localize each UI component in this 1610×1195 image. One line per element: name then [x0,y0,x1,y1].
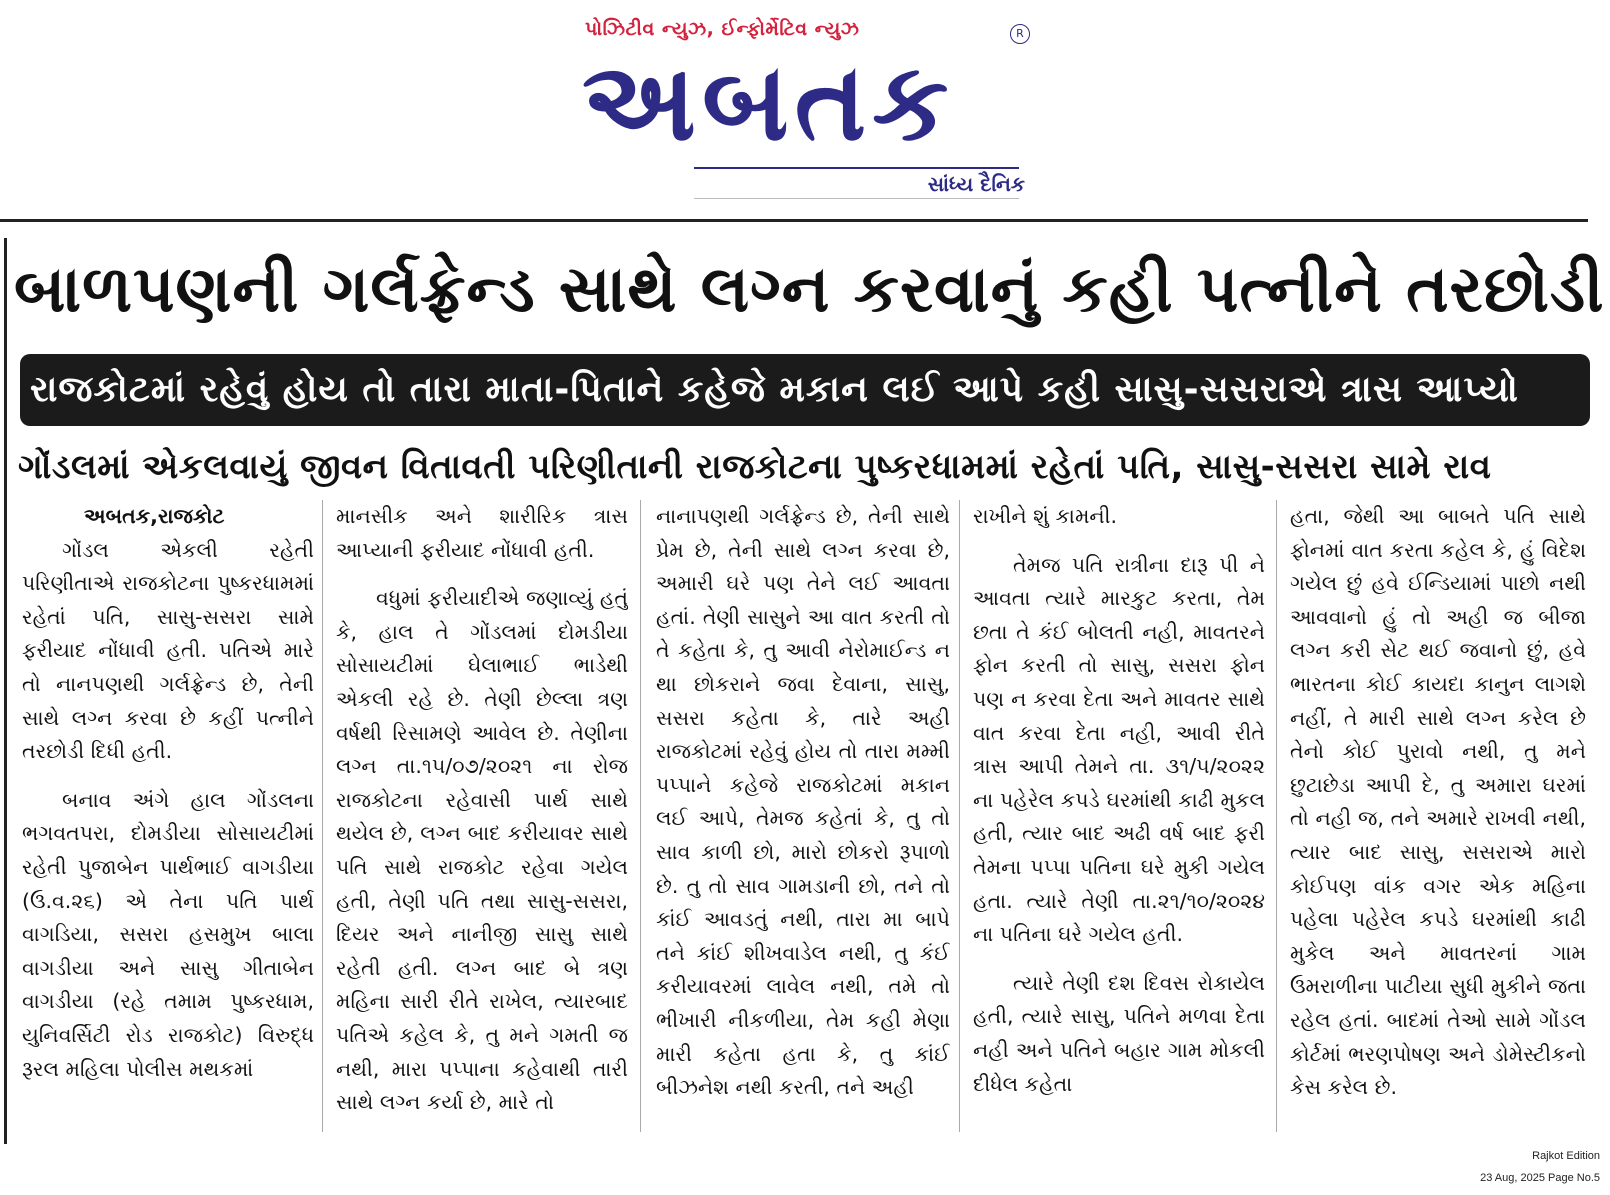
paragraph: ત્યારે તેણી દશ દિવસ રોકાયેલ હતી, ત્યારે સાસુ, પતિને મળવા દેતા નહી અને પતિને બહાર ગામ મોકલી દીધેલ કહેતા [973,970,1265,1096]
paragraph: માનસીક અને શારીરિક ત્રાસ આપ્યાની ફરીયાદ નોંધાવી હતી. [336,504,628,562]
article-column-2 [336,500,628,1140]
article-kicker: ગોંડલમાં એકલવાયું જીવન વિતાવતી પરિણીતાની રાજકોટના પુષ્કરધામમાં રહેતાં પતિ, સાસુ-સસરા સામે રાવ [18,447,1492,487]
header-divider [0,219,1588,222]
paragraph: હતા, જેથી આ બાબતે પતિ સાથે ફોનમાં વાત કરતા કહેલ કે, હું વિદેશ ગયેલ છું હવે ઈન્ડિયામાં પાછો નથી આવવાનો હું તો અહી જ બીજા લગ્ન કરી સેટ થઈ જવાનો છું, હવે ભારતના કોઈ કાયદા કાનુન લાગશે નહીં, તે મારી સાથે લગ્ન કરેલ છે તેનો કોઈ પુરાવો નથી, તુ મને છુટાછેડા આપી દે, તુ અમારા ઘરમાં તો નહી જ, તને અમારે રાખવી નથી, ત્યાર બાદ સાસુ, સસરાએ મારો કોઈપણ વાંક વગર એક મહિના પહેલા પહેરેલ કપડે ઘરમાંથી કાઢી મુકેલ અને માવતરનાં ગામ ઉમરાળીના પાટીયા સુધી મુકીને જતા રહેલ હતાં. બાદમાં તેઓ સામે ગોંડલ કોર્ટમાં ભરણપોષણ અને ડોમેસ્ટીકનો કેસ કરેલ છે. [1290,504,1586,1100]
masthead-subtitle: સાંધ્ય દૈનિક [927,172,1025,196]
article-column-3 [656,500,950,1140]
column-divider [959,500,960,1132]
paragraph: વધુમાં ફરીયાદીએ જણાવ્યું હતું કે, હાલ તે ગોંડલમાં દોમડીયા સોસાયટીમાં ઘેલાભાઈ ભાડેથી એકલી રહે છે. તેણી છેલ્લા ત્રણ વર્ષથી રિસામણે આવેલ છે. તેણીના લગ્ન તા.૧૫/૦૭/૨૦૨૧ ના રોજ રાજકોટના રહેવાસી પાર્થ સાથે થયેલ છે, લગ્ન બાદ કરીયાવર સાથે પતિ સાથે રાજકોટ રહેવા ગયેલ હતી, તેણી પતિ તથા સાસુ-સસરા, દિયર અને નાનીજી સાસુ સાથે રહેતી હતી. લગ્ન બાદ બે ત્રણ મહિના સારી રીતે રાખેલ, ત્યારબાદ પતિએ કહેલ કે, તુ મને ગમતી જ નથી, મારા પપ્પાના કહેવાથી તારી સાથે લગ્ન કર્યા છે, મારે તો [336,586,628,1115]
registered-mark-icon: R [1010,24,1030,44]
article-column-1 [22,500,314,1140]
paragraph: નાનાપણથી ગર્લફ્રેન્ડ છે, તેની સાથે પ્રેમ છે, તેની સાથે લગ્ન કરવા છે, અમારી ઘરે પણ તેને લઈ આવતા હતાં. તેણી સાસુને આ વાત કરતી તો તે કહેતા કે, તુ આવી નેરોમાઈન્ડ ન થા છોકરાને જવા દેવાના, સાસુ, સસરા કહેતા કે, તારે અહી રાજકોટમાં રહેવું હોય તો તારા મમ્મી પપ્પાને કહેજે રાજકોટમાં મકાન લઈ આપે, તેમજ કહેતાં કે, તુ તો સાવ કાળી છો, મારો છોકરો રૂપાળો છે. તુ તો સાવ ગામડાની છો, તને તો કાંઈ આવડતું નથી, તારા મા બાપે તને કાંઈ શીખવાડેલ નથી, તુ કંઈ કરીયાવરમાં લાવેલ નથી, તમે તો ભીખારી નીકળીયા, તેમ કહી મેણા મારી કહેતા હતા કે, તુ કાંઈ બીઝનેશ નથી કરતી, તને અહી [656,504,950,1100]
paragraph: રાખીને શું કામની. [973,504,1118,528]
edition-label: Rajkot Edition [1532,1150,1600,1162]
paragraph: તેમજ પતિ રાત્રીના દારૂ પી ને આવતા ત્યારે મારકુટ કરતા, તેમ છતા તે કંઈ બોલતી નહી, માવતરને ફોન કરતી તો સાસુ, સસરા ફોન પણ ન કરવા દેતા અને માવતર સાથે વાત કરવા દેતા નહી, આવી રીતે ત્રાસ આપી તેમને તા. ૩૧/૫/૨૦૨૨ ના પહેરેલ કપડે ઘરમાંથી કાઢી મુકલ હતી, ત્યાર બાદ અઢી વર્ષ બાદ ફરી તેમના પપ્પા પતિના ઘરે મુકી ગયેલ હતા. ત્યારે તેણી તા.૨૧/૧૦/૨૦૨૪ ના પતિના ઘરે ગયેલ હતી. [973,552,1265,947]
masthead [0,0,1610,215]
date-page-label: 23 Aug, 2025 Page No.5 [1480,1172,1600,1184]
article-subheadline: રાજકોટમાં રહેવું હોય તો તારા માતા-પિતાને કહેજે મકાન લઈ આપે કહી સાસુ-સસરાએ ત્રાસ આપ્યો [20,354,1590,426]
newspaper-logo: અબતક [582,40,955,165]
article-left-border [4,238,7,1144]
article-byline: અબતક,રાજકોટ [84,504,225,528]
logo-underline [694,198,1019,199]
logo-rule [694,167,1019,169]
article-column-4 [973,500,1265,1140]
masthead-tagline: પોઝિટીવ ન્યુઝ, ઈન્ફોર્મેટિવ ન્યુઝ [585,18,860,40]
article-headline: બાળપણની ગર્લફ્રેન્ડ સાથે લગ્ન કરવાનું કહી પત્નીને તરછોડી [14,253,1605,327]
article-column-5 [1290,500,1586,1140]
column-divider [640,500,641,1132]
column-divider [1276,500,1277,1132]
paragraph: બનાવ અંગે હાલ ગોંડલના ભગવતપરા, દોમડીયા સોસાયટીમાં રહેતી પુજાબેન પાર્થભાઈ વાગડીયા (ઉ.વ.૨૬) એ તેના પતિ પાર્થ વાગડિયા, સસરા હસમુખ બાલા વાગડીયા અને સાસુ ગીતાબેન વાગડીયા (રહે તમામ પુષ્કરધામ, યુનિવર્સિટી રોડ રાજકોટ) વિરુદ્ધ રૂરલ મહિલા પોલીસ મથકમાં [22,787,314,1081]
paragraph: ગોંડલ એકલી રહેતી પરિણીતાએ રાજકોટના પુષ્કરધામમાં રહેતાં પતિ, સાસુ-સસરા સામે ફરીયાદ નોંધાવી હતી. પતિએ મારે તો નાનપણથી ગર્લફ્રેન્ડ છે, તેની સાથે લગ્ન કરવા છે કહીં પત્નીને તરછોડી દિધી હતી. [22,537,314,764]
column-divider [322,500,323,1132]
